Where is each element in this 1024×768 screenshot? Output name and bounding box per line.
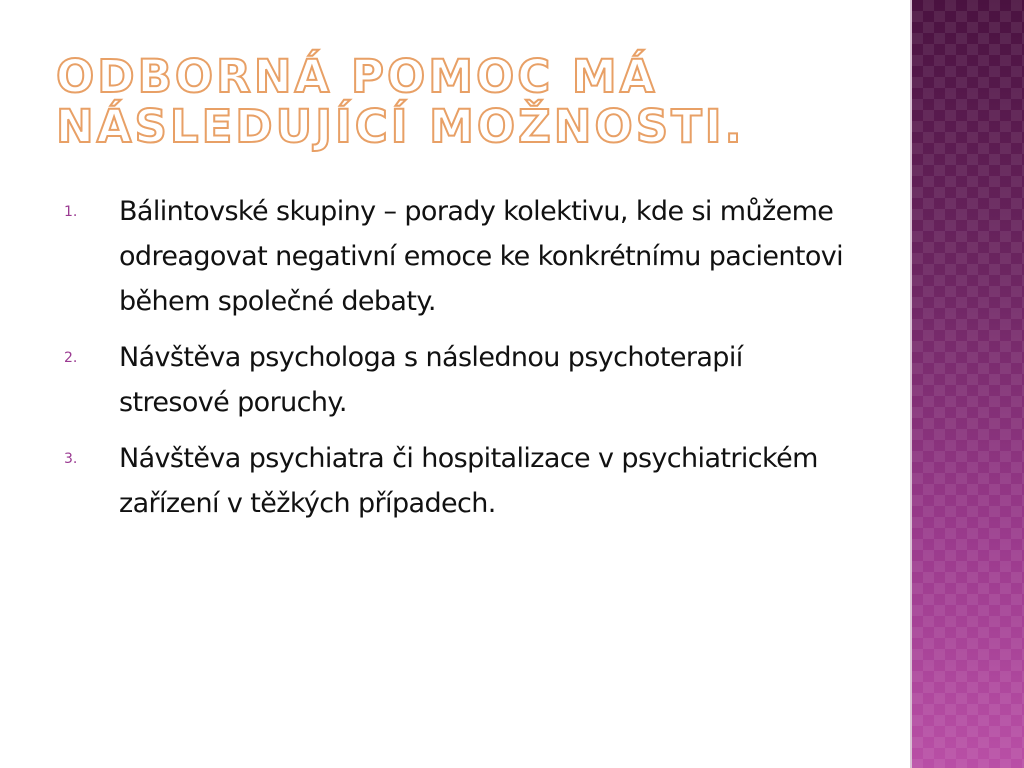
list-item-1 — [56, 189, 856, 324]
list-item-3 — [56, 436, 856, 526]
decorative-side-band — [912, 0, 1024, 768]
list-item-text: Návštěva psychiatra či hospitalizace v psychiatrickém zařízení v těžkých případech. — [119, 443, 818, 519]
list-item-2 — [56, 335, 856, 425]
list-item-number: 1. — [64, 204, 78, 220]
slide-title: ODBORNÁ POMOC MÁ NÁSLEDUJÍCÍ MOŽNOSTI. — [56, 50, 745, 153]
list-item-text: Bálintovské skupiny – porady kolektivu, kde si můžeme odreagovat negativní emoce ke konkrétnímu pacientovi během společné debaty. — [119, 196, 844, 317]
list-item-text: Návštěva psychologa s následnou psychoterapií stresové poruchy. — [119, 342, 743, 418]
numbered-list — [56, 189, 856, 537]
list-item-number: 3. — [64, 451, 78, 467]
list-item-number: 2. — [64, 350, 78, 366]
